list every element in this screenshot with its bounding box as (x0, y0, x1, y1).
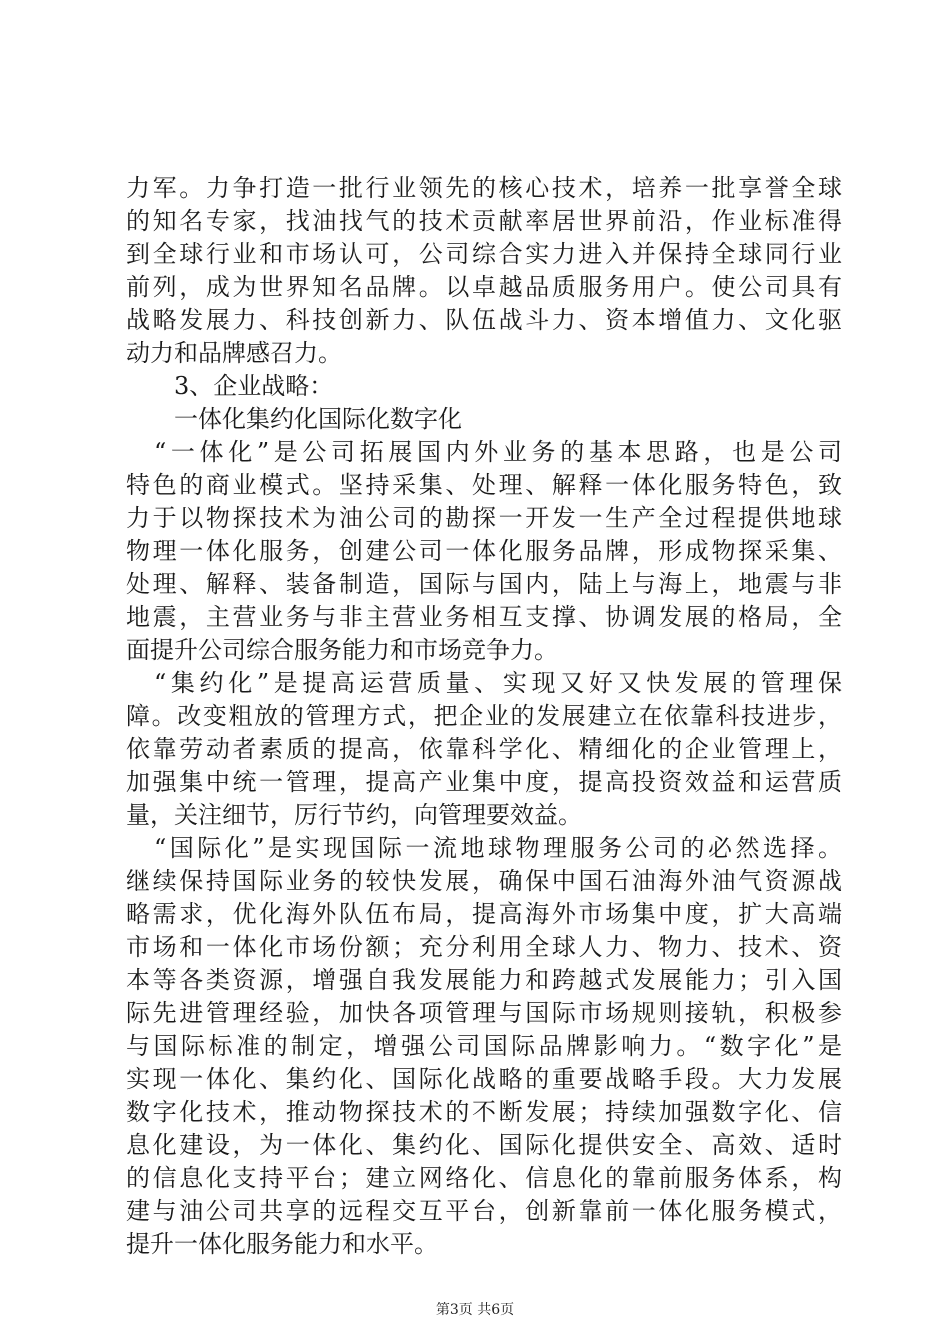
text-line: 依靠劳动者素质的提高，依靠科学化、精细化的企业管理上， (126, 735, 842, 763)
paragraph-first-line: “集约化”是提高运营质量、实现又好又快发展的管理保 (154, 669, 842, 697)
section-heading: 3、企业战略： (174, 372, 334, 400)
text-line: 数字化技术，推动物探技术的不断发展；持续加强数字化、信 (126, 1098, 842, 1126)
text-line: 障。改变粗放的管理方式，把企业的发展建立在依靠科技进步， (126, 702, 842, 730)
text-line: 略需求，优化海外队伍布局，提高海外市场集中度，扩大高端 (126, 900, 842, 928)
text-line: 息化建设，为一体化、集约化、国际化提供安全、高效、适时 (126, 1131, 842, 1159)
text-line: 与国际标准的制定，增强公司国际品牌影响力。“数字化”是 (126, 1032, 842, 1060)
text-line: 面提升公司综合服务能力和市场竞争力。 (126, 636, 558, 664)
text-line: 量，关注细节，厉行节约，向管理要效益。 (126, 801, 582, 829)
page-number-footer: 第3页 共6页 (435, 1302, 515, 1318)
text-line: 力军。力争打造一批行业领先的核心技术，培养一批享誉全球 (126, 174, 842, 202)
text-line: 特色的商业模式。坚持采集、处理、解释一体化服务特色，致 (126, 471, 842, 499)
text-line: 的信息化支持平台；建立网络化、信息化的靠前服务体系，构 (126, 1164, 842, 1192)
text-line: 继续保持国际业务的较快发展，确保中国石油海外油气资源战 (126, 867, 842, 895)
text-line: 处理、解释、装备制造，国际与国内，陆上与海上，地震与非 (126, 570, 842, 598)
text-line: 的知名专家，找油找气的技术贡献率居世界前沿，作业标准得 (126, 207, 842, 235)
text-line: 际先进管理经验，加快各项管理与国际市场规则接轨，积极参 (126, 999, 842, 1027)
text-line: 实现一体化、集约化、国际化战略的重要战略手段。大力发展 (126, 1065, 842, 1093)
paragraph-first-line: “一体化”是公司拓展国内外业务的基本思路，也是公司 (154, 438, 842, 466)
text-line: 到全球行业和市场认可，公司综合实力进入并保持全球同行业 (126, 240, 842, 268)
text-line: 建与油公司共享的远程交互平台，创新靠前一体化服务模式， (126, 1197, 842, 1225)
text-line: 地震，主营业务与非主营业务相互支撑、协调发展的格局，全 (126, 603, 842, 631)
text-line: 市场和一体化市场份额；充分利用全球人力、物力、技术、资 (126, 933, 842, 961)
strategy-summary: 一体化集约化国际化数字化 (174, 405, 462, 433)
text-line: 力于以物探技术为油公司的勘探一开发一生产全过程提供地球 (126, 504, 842, 532)
text-line: 提升一体化服务能力和水平。 (126, 1230, 438, 1258)
body-text (126, 172, 842, 1261)
text-line: 动力和品牌感召力。 (126, 339, 342, 367)
paragraph-first-line: “国际化”是实现国际一流地球物理服务公司的必然选择。 (154, 834, 842, 862)
text-line: 战略发展力、科技创新力、队伍战斗力、资本增值力、文化驱 (126, 306, 842, 334)
text-line: 前列，成为世界知名品牌。以卓越品质服务用户。使公司具有 (126, 273, 842, 301)
text-line: 本等各类资源，增强自我发展能力和跨越式发展能力；引入国 (126, 966, 842, 994)
text-line: 物理一体化服务，创建公司一体化服务品牌，形成物探采集、 (126, 537, 842, 565)
text-line: 加强集中统一管理，提高产业集中度，提高投资效益和运营质 (126, 768, 842, 796)
